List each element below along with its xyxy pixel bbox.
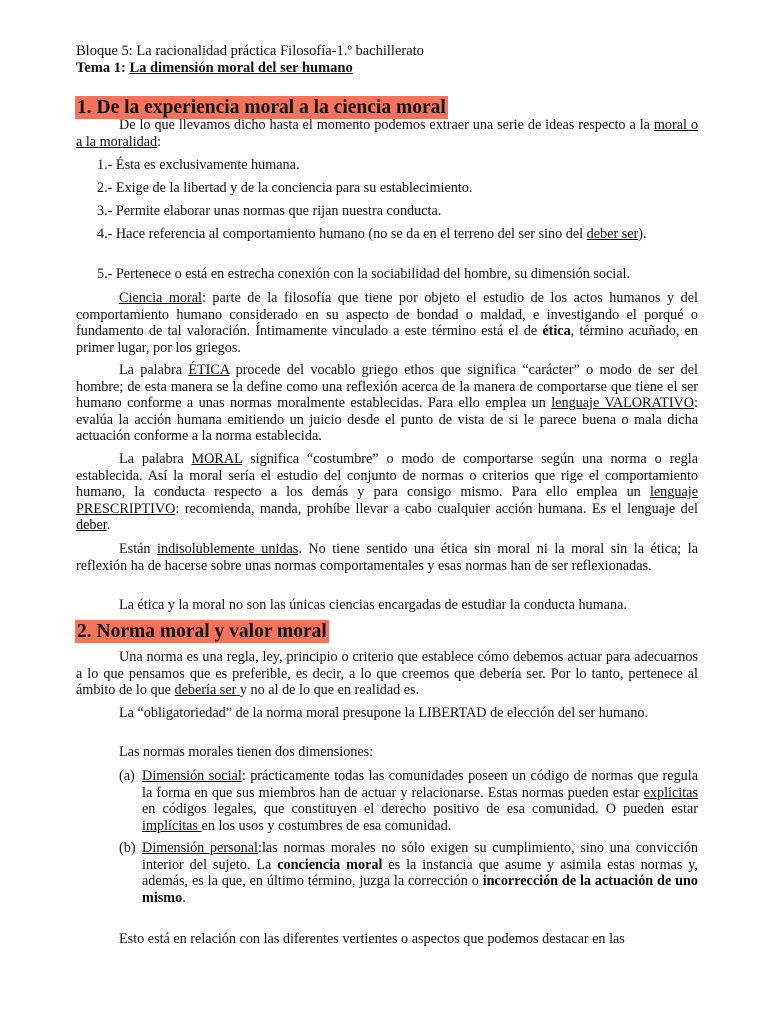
list-item: 4.- Hace referencia al comportamiento humano (no se da en el terreno del ser sino del deber ser). <box>97 226 647 242</box>
moral-term: moral o a la moralidad <box>76 117 698 150</box>
obligatoriedad-paragraph: La “obligatoriedad” de la norma moral presupone la LIBERTAD de elección del ser humano. <box>119 705 649 721</box>
topic-header <box>76 59 353 77</box>
list-item: 1.- Ésta es exclusivamente humana. <box>97 157 300 173</box>
block-header: Bloque 5: La racionalidad práctica Filosofía-1.º bachillerato <box>76 43 424 59</box>
section-2-heading: 2. Norma moral y valor moral <box>77 621 327 642</box>
list-item: 3.- Permite elaborar unas normas que rijan nuestra conducta. <box>97 203 442 219</box>
etica-paragraph: La palabra ÉTICA procede del vocablo griego ethos que significa “carácter” o modo de ser del hombre; de esta manera se la define como una reflexión acerca de la manera de comportarse que tiene el ser humano conforme a unas normas moralmente establecidas. Para ello emplea un lenguaje VALORATIVO: evalúa la acción humana emitiendo un juicio desde el punto de vista de si le parece buena o mala dicha actuación conforme a la norma establecida. <box>76 362 698 444</box>
dimension-personal: Dimensión personal:las normas morales no sólo exigen su cumplimiento, sino una convicción interior del sujeto. La conciencia moral es la instancia que asume y asimila estas normas y, además, es la que, en último término, juzga la corrección o incorrección de la actuación de uno mismo. <box>142 840 699 906</box>
unidas-paragraph: Están indisolublemente unidas. No tiene sentido una ética sin moral ni la moral sin la ética; la reflexión ha de hacerse sobre unas normas comportamentales y esas normas han de ser reflexionadas. <box>76 541 699 574</box>
topic-title: La dimensión moral del ser humano <box>129 60 353 76</box>
final-line: Esto está en relación con las diferentes vertientes o aspectos que podemos destacar en las <box>119 931 625 947</box>
moral-paragraph: La palabra MORAL significa “costumbre” o modo de comportarse según una norma o regla establecida. Así la moral sería el estudio del conjunto de normas o criterios que rige el comportamiento humano, la conducta respecto a los demás y para consigo mismo. Para ello emplea un lenguaje PRESCRIPTIVO: recomienda, manda, prohíbe llevar a cabo cualquier acción humana. Es el lenguaje del deber. <box>76 451 698 533</box>
list-label-b: (b) <box>119 840 136 856</box>
dimensions-intro: Las normas morales tienen dos dimensiones: <box>119 744 374 760</box>
norma-paragraph: Una norma es una regla, ley, principio o criterio que establece cómo debemos actuar para adecuarnos a lo que pensamos que es preferible, es decir, a lo que creemos que debería ser. Por lo tanto, pertenece al ámbito de lo que debería ser y no al de lo que en realidad es. <box>76 649 698 698</box>
section-1-intro: De lo que llevamos dicho hasta el momento podemos extraer una serie de ideas respecto a la moral o a la moralidad: <box>76 117 698 150</box>
list-label-a: (a) <box>119 768 135 784</box>
dimension-social: Dimensión social: prácticamente todas las comunidades poseen un código de normas que regula la forma en que sus miembros han de actuar y relacionarse. Estas normas pueden estar explícitas en códigos legales, que constituyen el derecho positivo de esa comunidad. O pueden estar implícitas en los usos y costumbres de esa comunidad. <box>142 768 699 834</box>
topic-prefix: Tema 1: <box>76 60 130 76</box>
closing-sentence: La ética y la moral no son las únicas ciencias encargadas de estudiar la conducta humana. <box>119 597 627 613</box>
list-item: 5.- Pertenece o está en estrecha conexión con la sociabilidad del hombre, su dimensión social. <box>97 266 631 282</box>
section-1-heading: 1. De la experiencia moral a la ciencia moral <box>77 97 446 118</box>
ciencia-moral-paragraph: Ciencia moral: parte de la filosofía que tiene por objeto el estudio de los actos humanos y del comportamiento humano considerado en su aspecto de bondad o maldad, e investigando el porqué o fundamento de tal valoración. Íntimamente vinculado a este término está el de ética, término acuñado, en primer lugar, por los griegos. <box>76 290 698 356</box>
list-item: 2.- Exige de la libertad y de la conciencia para su establecimiento. <box>97 180 473 196</box>
